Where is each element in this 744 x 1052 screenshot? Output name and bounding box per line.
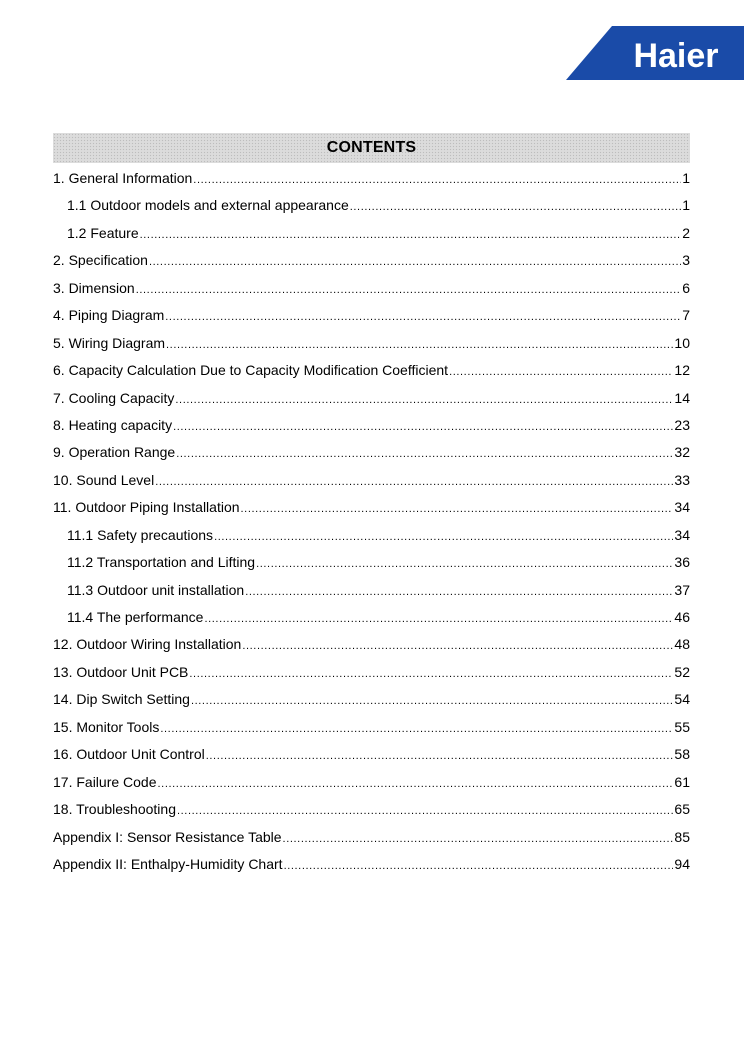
- toc-entry-label: 18. Troubleshooting: [53, 801, 176, 818]
- dot-leader: [160, 716, 673, 743]
- dot-leader: [245, 579, 673, 606]
- toc-entry-label: 11.1 Safety precautions: [67, 526, 214, 543]
- toc-entry-page-number: 34: [674, 499, 690, 516]
- toc-entry-page-number: 58: [674, 746, 690, 763]
- toc-entry[interactable]: [53, 549, 690, 576]
- contents-title: CONTENTS: [326, 139, 417, 156]
- toc-entry[interactable]: [53, 631, 690, 658]
- toc-entry-page-number: 7: [682, 307, 690, 324]
- toc-entry-page-number: 46: [674, 609, 690, 625]
- toc-entry-page-number: 94: [674, 855, 690, 872]
- dot-leader: [149, 249, 681, 276]
- toc-entry-page-number: 32: [674, 444, 690, 461]
- contents-header: [53, 133, 690, 163]
- toc-entry[interactable]: [53, 714, 690, 741]
- dot-leader: [241, 496, 674, 523]
- toc-entry-label: 6. Capacity Calculation Due to Capacity Modification Coefficient: [53, 362, 449, 379]
- toc-entry[interactable]: [53, 357, 690, 384]
- dot-leader: [166, 332, 673, 359]
- toc-entry-label: 1. General Information: [53, 170, 193, 186]
- dot-leader: [165, 304, 681, 331]
- dot-leader: [176, 441, 673, 468]
- toc-entry-page-number: 52: [674, 663, 690, 680]
- toc-entry-label: 17. Failure Code: [53, 773, 157, 790]
- table-of-contents: [53, 165, 690, 878]
- toc-entry[interactable]: [53, 385, 690, 412]
- toc-entry-label: 13. Outdoor Unit PCB: [53, 663, 189, 680]
- toc-entry-page-number: 1: [682, 170, 690, 186]
- dot-leader: [140, 222, 682, 249]
- toc-entry-page-number: 48: [674, 636, 690, 653]
- toc-entry-page-number: 61: [674, 773, 690, 790]
- haier-logo-shape: [566, 26, 744, 80]
- dot-leader: [175, 387, 673, 414]
- toc-entry-label: 5. Wiring Diagram: [53, 334, 166, 351]
- toc-entry[interactable]: [53, 686, 690, 713]
- dot-leader: [173, 414, 673, 441]
- dot-leader: [158, 771, 674, 798]
- toc-entry[interactable]: [53, 604, 690, 631]
- toc-entry-page-number: 65: [674, 801, 690, 818]
- toc-entry-page-number: 3: [682, 252, 690, 269]
- dot-leader: [193, 167, 681, 194]
- toc-entry-page-number: 34: [674, 526, 690, 543]
- dot-leader: [204, 606, 673, 633]
- toc-entry-label: 1.1 Outdoor models and external appearance: [67, 197, 349, 214]
- toc-entry-label: 11.2 Transportation and Lifting: [67, 554, 256, 571]
- toc-entry[interactable]: [53, 192, 690, 219]
- toc-entry-page-number: 6: [682, 279, 690, 296]
- toc-entry[interactable]: [53, 247, 690, 274]
- toc-entry-page-number: 54: [674, 691, 690, 708]
- dot-leader: [256, 551, 673, 578]
- toc-entry[interactable]: [53, 741, 690, 768]
- toc-entry-label: 15. Monitor Tools: [53, 718, 160, 735]
- toc-entry-label: 4. Piping Diagram: [53, 307, 165, 324]
- toc-entry[interactable]: [53, 522, 690, 549]
- toc-entry-label: 11.4 The performance: [67, 609, 204, 625]
- toc-entry-page-number: 10: [674, 334, 690, 351]
- toc-entry-label: 9. Operation Range: [53, 444, 176, 461]
- toc-entry-page-number: 37: [674, 581, 690, 598]
- toc-entry-label: Appendix II: Enthalpy-Humidity Chart: [53, 855, 283, 872]
- toc-entry-label: Appendix I: Sensor Resistance Table: [53, 828, 282, 845]
- dot-leader: [284, 853, 674, 880]
- toc-entry-label: 14. Dip Switch Setting: [53, 691, 190, 708]
- toc-entry-label: 11.3 Outdoor unit installation: [67, 581, 245, 598]
- toc-entry[interactable]: [53, 220, 690, 247]
- dot-leader: [136, 277, 682, 304]
- toc-entry[interactable]: [53, 796, 690, 823]
- toc-entry-label: 16. Outdoor Unit Control: [53, 746, 205, 763]
- dot-leader: [191, 688, 673, 715]
- dot-leader: [350, 194, 681, 221]
- logo-text: Haier: [633, 37, 719, 75]
- dot-leader: [214, 524, 673, 551]
- toc-entry[interactable]: [53, 412, 690, 439]
- toc-entry[interactable]: [53, 275, 690, 302]
- dot-leader: [177, 798, 673, 825]
- toc-entry-page-number: 2: [682, 224, 690, 241]
- toc-entry[interactable]: [53, 659, 690, 686]
- toc-entry[interactable]: [53, 577, 690, 604]
- dot-leader: [283, 826, 674, 853]
- toc-entry[interactable]: [53, 330, 690, 357]
- toc-entry[interactable]: [53, 467, 690, 494]
- toc-entry-page-number: 23: [674, 416, 690, 433]
- toc-entry-page-number: 14: [674, 389, 690, 406]
- toc-entry[interactable]: [53, 769, 690, 796]
- toc-entry-page-number: 33: [674, 471, 690, 488]
- toc-entry[interactable]: [53, 851, 690, 878]
- toc-entry-label: 8. Heating capacity: [53, 416, 173, 433]
- dot-leader: [155, 469, 673, 496]
- dot-leader: [449, 359, 673, 386]
- toc-entry[interactable]: [53, 439, 690, 466]
- dot-leader: [242, 633, 673, 660]
- toc-entry-page-number: 36: [674, 554, 690, 571]
- haier-logo: [566, 26, 744, 80]
- toc-entry-label: 7. Cooling Capacity: [53, 389, 175, 406]
- toc-entry-label: 10. Sound Level: [53, 471, 155, 488]
- toc-entry-label: 11. Outdoor Piping Installation: [53, 499, 240, 516]
- toc-entry-label: 12. Outdoor Wiring Installation: [53, 636, 242, 653]
- toc-entry[interactable]: [53, 302, 690, 329]
- dot-leader: [189, 661, 673, 688]
- toc-entry[interactable]: [53, 824, 690, 851]
- toc-entry-page-number: 55: [674, 718, 690, 735]
- toc-entry-page-number: 12: [674, 362, 690, 379]
- toc-entry-label: 3. Dimension: [53, 279, 135, 296]
- toc-entry-page-number: 85: [674, 828, 690, 845]
- toc-entry[interactable]: [53, 165, 690, 192]
- dot-leader: [206, 743, 674, 770]
- toc-entry[interactable]: [53, 494, 690, 521]
- toc-entry-page-number: 1: [682, 197, 690, 214]
- toc-entry-label: 2. Specification: [53, 252, 148, 269]
- toc-entry-label: 1.2 Feature: [67, 224, 139, 241]
